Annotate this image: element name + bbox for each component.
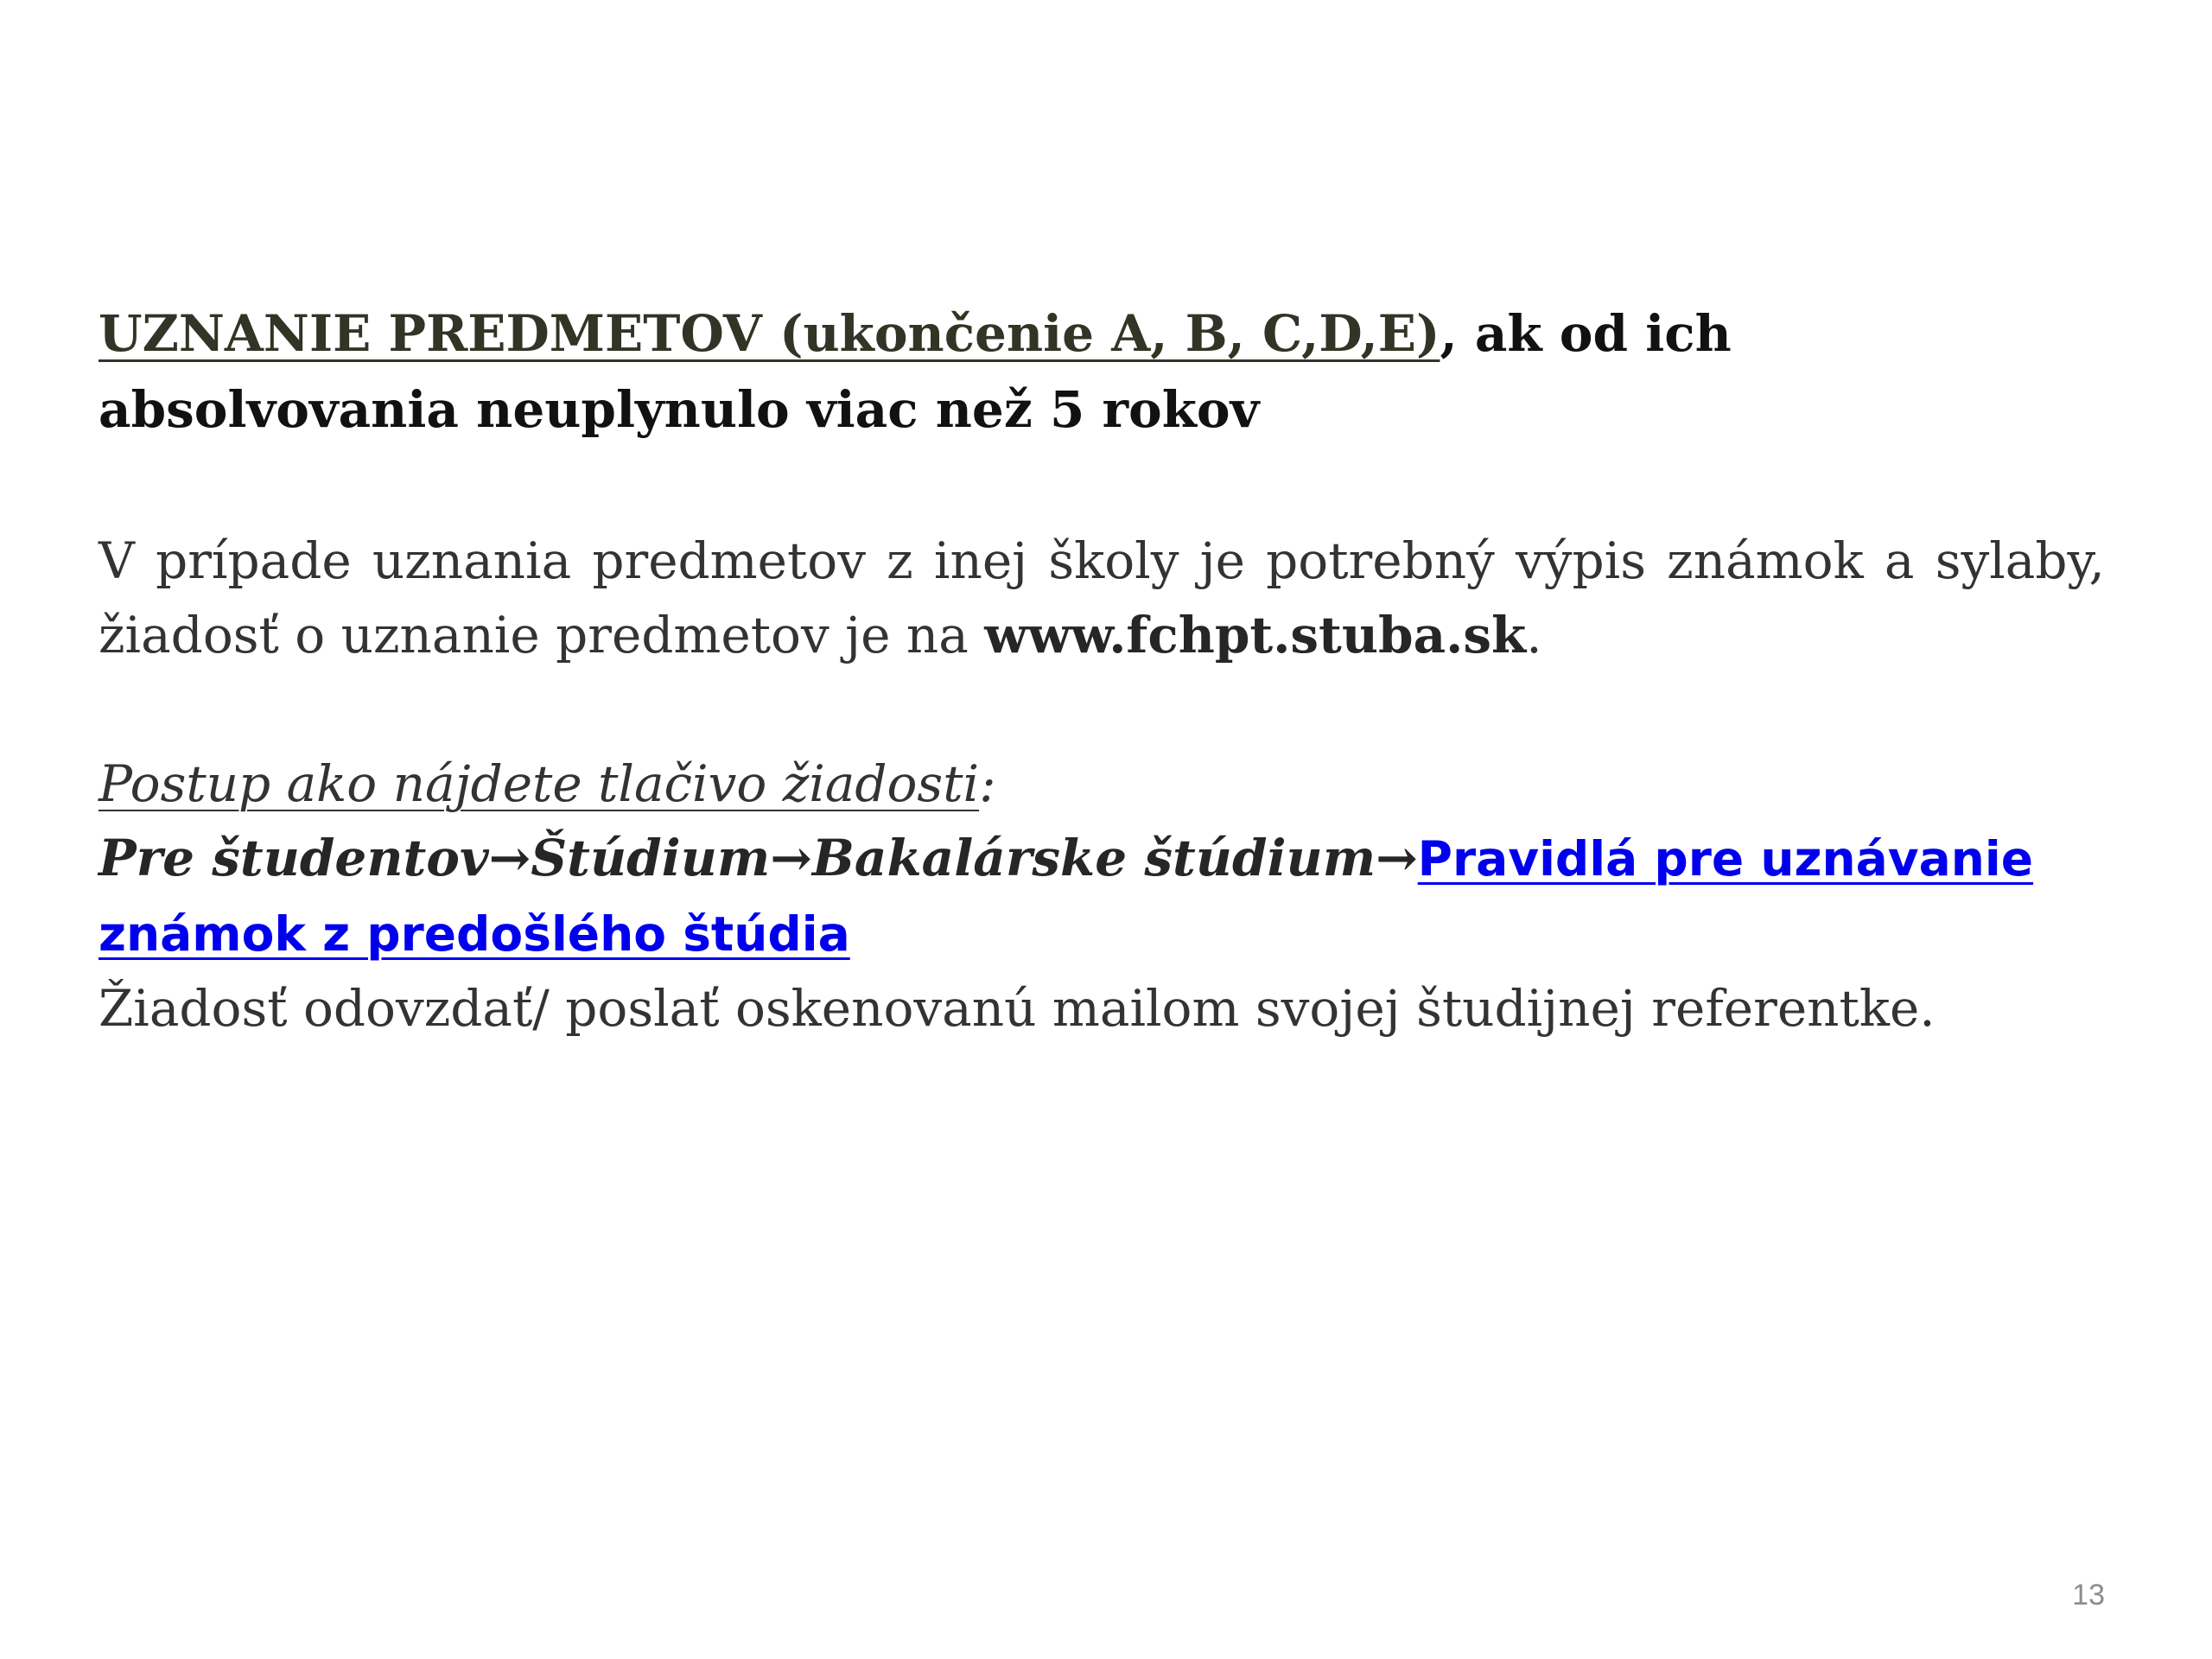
navigation-path [99, 821, 2105, 971]
recognition-text-end: . [1526, 606, 1542, 664]
recognition-rules-link[interactable]: Pravidlá pre uznávanie známok z predošlého štúdia [99, 831, 2034, 962]
heading-underlined-text: UZNANIE PREDMETOV (ukončenie A, B, C,D,E) [99, 304, 1440, 363]
slide-content [99, 296, 2105, 1046]
procedure-title-line [99, 747, 2105, 821]
faculty-url: www.fchpt.stuba.sk [984, 606, 1527, 664]
procedure-title-suffix: : [979, 754, 996, 813]
recognition-paragraph [99, 524, 2105, 672]
page-number: 13 [2072, 1579, 2105, 1611]
heading-rest-text: , ak od ich absolvovania neuplynulo viac než 5 rokov [99, 304, 1732, 439]
slide-heading [99, 296, 2105, 448]
procedure-title: Postup ako nájdete tlačivo žiadosti [99, 754, 980, 813]
navigation-breadcrumb: Pre študentov→Štúdium→Bakalárske štúdium→ [99, 829, 1418, 887]
submission-instruction: Žiadosť odovzdať/ poslať oskenovanú mailom svojej študijnej referentke. [99, 979, 1936, 1038]
recognition-text: V prípade uznania predmetov z inej školy je potrebný výpis známok a sylaby, žiadosť o uznanie predmetov je na [99, 531, 2105, 664]
